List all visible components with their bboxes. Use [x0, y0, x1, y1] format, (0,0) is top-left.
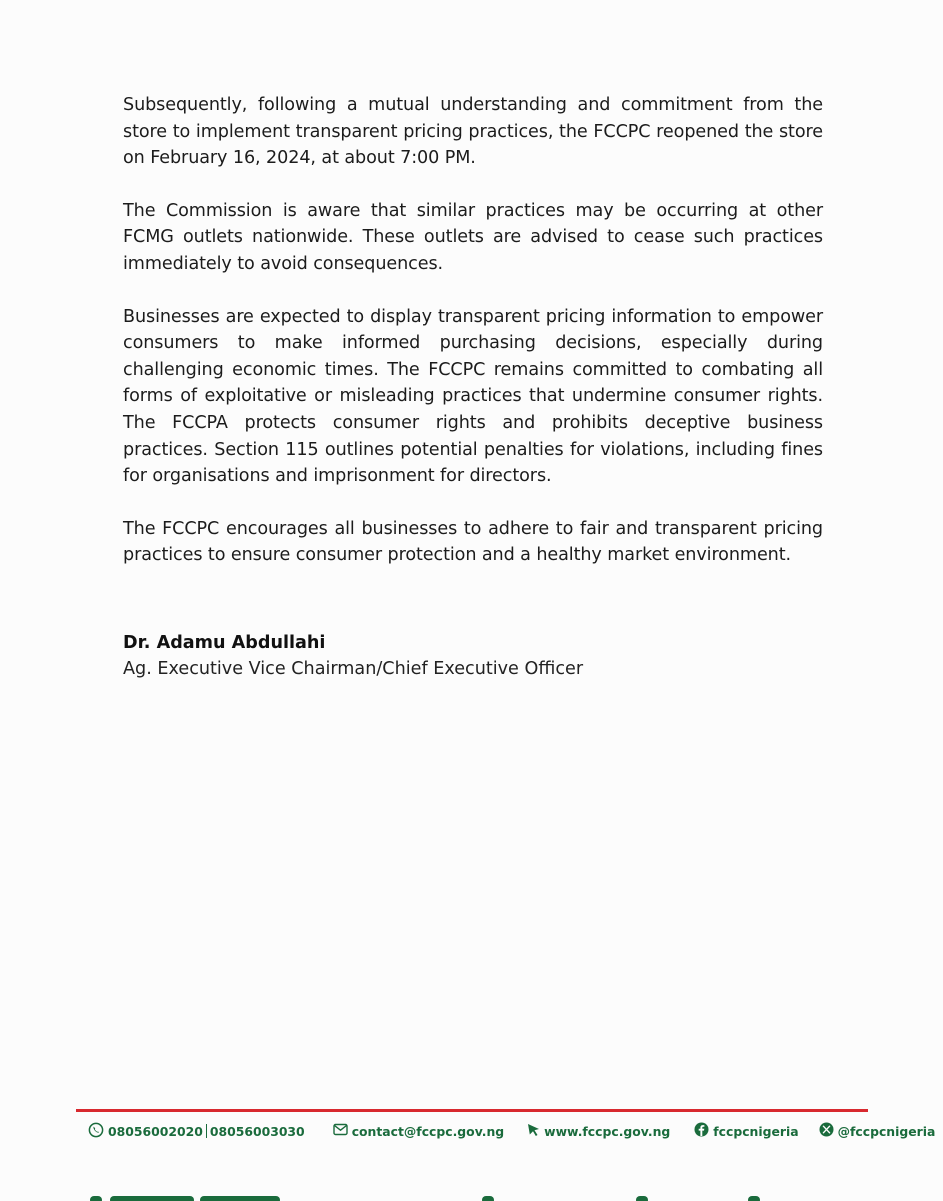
- footer-email: [333, 1123, 504, 1139]
- signatory-name: Dr. Adamu Abdullahi: [123, 633, 326, 653]
- phone-number-2[interactable]: 08056003030: [209, 1123, 305, 1139]
- x-handle[interactable]: @fccpcnigeria: [837, 1123, 936, 1139]
- footer-phone: [88, 1122, 305, 1141]
- footer-contacts: [88, 1121, 936, 1141]
- footer-facebook: [694, 1122, 798, 1140]
- paragraph-commission-warning: The Commission is aware that similar practices may be occurring at other FCMG outlets nationwide. These outlets are advised to cease such practices immediately to avoid consequences.: [123, 200, 823, 274]
- phone-number-1[interactable]: 08056002020: [108, 1123, 203, 1139]
- document-body: [123, 92, 823, 595]
- signature-block: [123, 630, 823, 682]
- website-link[interactable]: www.fccpc.gov.ng: [544, 1123, 671, 1139]
- footer-x: [819, 1122, 936, 1140]
- email-address[interactable]: contact@fccpc.gov.ng: [351, 1123, 505, 1139]
- signatory-title: Ag. Executive Vice Chairman/Chief Executive Officer: [123, 659, 584, 679]
- footer-website: [527, 1123, 670, 1140]
- paragraph-encouragement: The FCCPC encourages all businesses to adhere to fair and transparent pricing practices to ensure consumer protection and a healthy market environment.: [123, 518, 823, 566]
- cursor-icon: [527, 1123, 540, 1140]
- phone-icon: [88, 1122, 104, 1141]
- paragraph-transparent-pricing: Businesses are expected to display transparent pricing information to empower consumers to make informed purchasing decisions, especially during challenging economic times. The FCCPC remains committed to combating all forms of exploitative or misleading practices that undermine consumer rights. The FCCPA protects consumer rights and prohibits deceptive business practices. Section 115 outlines potential penalties for violations, including fines for organisations and imprisonment for directors.: [123, 306, 823, 487]
- footer-divider: [76, 1109, 868, 1112]
- facebook-handle[interactable]: fccpcnigeria: [713, 1123, 799, 1139]
- paragraph-reopening: Subsequently, following a mutual understanding and commitment from the store to implement transparent pricing practices, the FCCPC reopened the store on February 16, 2024, at about 7:00 PM.: [123, 95, 823, 169]
- phone-separator: [206, 1124, 207, 1138]
- mail-icon: [333, 1123, 348, 1139]
- x-icon: [819, 1122, 834, 1140]
- facebook-icon: [694, 1122, 709, 1140]
